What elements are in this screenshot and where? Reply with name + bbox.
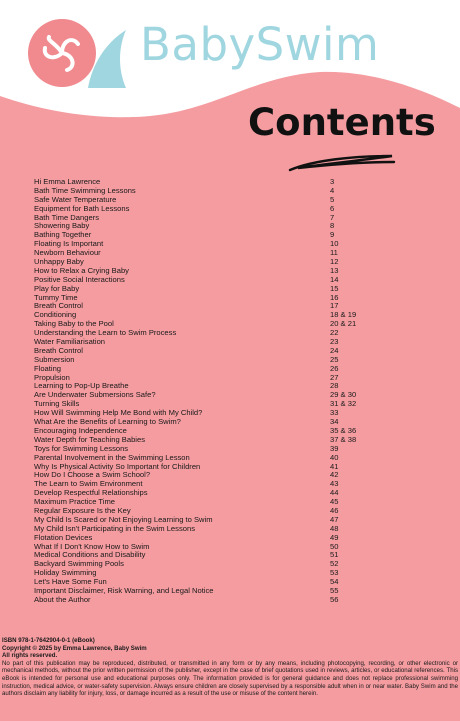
toc-entry-page: 41 [330, 461, 339, 471]
toc-entry-title: Conditioning [34, 310, 77, 320]
page-title: Contents [248, 101, 436, 144]
toc-entry-page: 45 [330, 497, 339, 507]
toc-entry-title: Bath Time Dangers [34, 212, 99, 222]
toc-entry-title: Water Depth for Teaching Babies [34, 434, 146, 444]
toc-entry-page: 27 [330, 372, 339, 382]
toc-entry-page: 12 [330, 257, 339, 267]
toc-entry-page: 5 [330, 194, 335, 204]
toc-entry-page: 18 & 19 [330, 310, 357, 320]
toc-entry-page: 51 [330, 550, 339, 560]
toc-entry-title: Bath Time Swimming Lessons [34, 185, 136, 195]
toc-entry-title: The Learn to Swim Environment [34, 479, 143, 489]
toc-entry-title: My Child Isn't Participating in the Swim Lessons [34, 523, 195, 533]
toc-entry-page: 28 [330, 381, 339, 391]
toc-entry-page: 3 [330, 177, 335, 186]
toc-entry[interactable] [34, 276, 374, 285]
toc-entry[interactable] [34, 294, 374, 303]
toc-entry-title: Turning Skills [34, 399, 80, 409]
toc-entry-page: 26 [330, 363, 339, 373]
toc-entry-title: Parental Involvement in the Swimming Lesson [34, 452, 190, 462]
toc-entry-title: Submersion [34, 354, 75, 364]
toc-entry-page: 52 [330, 559, 339, 569]
toc-entry-page: 7 [330, 212, 335, 222]
toc-entry-page: 20 & 21 [330, 319, 357, 329]
toc-entry-page: 29 & 30 [330, 390, 357, 400]
brand-wordmark: BabySwim [140, 18, 380, 71]
toc-entry-page: 50 [330, 541, 339, 551]
toc-entry[interactable] [34, 285, 374, 294]
toc-entry[interactable] [34, 365, 374, 374]
toc-entry-title: Maximum Practice Time [34, 497, 116, 507]
toc-entry-page: 31 & 32 [330, 399, 357, 409]
toc-entry-title: Why Is Physical Activity So Important for Children [34, 461, 201, 471]
toc-entry-page: 44 [330, 488, 339, 498]
toc-entry-title: Understanding the Learn to Swim Process [34, 328, 177, 338]
toc-entry-title: Holiday Swimming [34, 568, 97, 578]
toc-entry[interactable] [34, 302, 374, 311]
toc-entry-title: Taking Baby to the Pool [34, 319, 114, 329]
toc-entry-page: 6 [330, 203, 335, 213]
toc-entry-title: Encouraging Independence [34, 425, 127, 435]
toc-entry-title: Let's Have Some Fun [34, 577, 107, 587]
toc-entry-title: About the Author [34, 594, 91, 604]
toc-entry-title: How Will Swimming Help Me Bond with My Child? [34, 408, 203, 418]
toc-entry[interactable] [34, 347, 374, 356]
toc-entry-title: Develop Respectful Relationships [34, 488, 148, 498]
legal-notice: No part of this publication may be reproduced, distributed, or transmitted in any form or by any means, including photocopying, recording, or other electronic or mechanical methods, without the prior written permission of the publisher, except in the case of brief quotations used in reviews, articles, or educational references. This eBook is intended for personal use and educational purposes only. The information provided is for general guidance and does not replace professional swimming instruction, medical advice, or water-safety supervision. Always ensure children are closely supervised by a responsible adult when in or near water. Baby Swim and the authors disclaim any liability for injury, loss, or damage incurred as a result of the use or misuse of the content herein. [2, 659, 458, 698]
toc-entry-page: 11 [330, 248, 338, 258]
isbn-line: ISBN 978-1-7642904-0-1 (eBook) [2, 637, 95, 644]
toc-entry-page: 42 [330, 470, 339, 480]
toc-entry-title: Medical Conditions and Disability [34, 550, 146, 560]
toc-entry-title: Bathing Together [34, 230, 92, 240]
toc-entry-page: 24 [330, 345, 339, 355]
toc-entry-page: 25 [330, 354, 339, 364]
toc-entry-page: 4 [330, 185, 335, 195]
toc-entry[interactable] [34, 249, 374, 258]
toc-entry-page: 14 [330, 274, 339, 284]
toc-entry-title: Toys for Swimming Lessons [34, 443, 129, 453]
toc-entry-title: Equipment for Bath Lessons [34, 203, 130, 213]
toc-entry-title: Are Underwater Submersions Safe? [34, 390, 156, 400]
toc-entry-title: Floating Is Important [34, 239, 104, 249]
toc-entry-title: Water Familiarisation [34, 337, 106, 347]
toc-entry-title: Backyard Swimming Pools [34, 559, 124, 569]
toc-entry-page: 15 [330, 283, 339, 293]
table-of-contents [34, 178, 374, 605]
toc-entry-title: Safe Water Temperature [34, 194, 117, 204]
toc-entry-title: Important Disclaimer, Risk Warning, and Legal Notice [34, 585, 214, 595]
toc-entry-title: Tummy Time [34, 292, 78, 302]
toc-entry-title: Breath Control [34, 301, 83, 311]
toc-entry-title: How Do I Choose a Swim School? [34, 470, 151, 480]
title-underline-scribble [284, 152, 400, 174]
toc-entry[interactable] [34, 596, 374, 605]
toc-entry-title: My Child Is Scared or Not Enjoying Learning to Swim [34, 514, 213, 524]
toc-entry-page: 49 [330, 532, 339, 542]
toc-entry-title: What If I Don't Know How to Swim [34, 541, 150, 551]
toc-entry-page: 46 [330, 505, 339, 515]
toc-entry-page: 35 & 36 [330, 425, 357, 435]
toc-entry-title: What Are the Benefits of Learning to Swim? [34, 417, 181, 427]
toc-entry-page: 54 [330, 577, 339, 587]
rights-line: All rights reserved. [2, 652, 58, 660]
toc-entry-page: 34 [330, 417, 339, 427]
toc-entry-title: Learning to Pop-Up Breathe [34, 381, 129, 391]
toc-entry-page: 16 [330, 292, 339, 302]
toc-entry-title: Newborn Behaviour [34, 248, 101, 258]
toc-entry-title: Unhappy Baby [34, 257, 84, 267]
toc-entry-page: 8 [330, 221, 335, 231]
toc-entry-page: 47 [330, 514, 339, 524]
toc-entry-title: Showering Baby [34, 221, 90, 231]
toc-entry-page: 39 [330, 443, 339, 453]
toc-entry-title: Propulsion [34, 372, 70, 382]
toc-entry-title: Play for Baby [34, 283, 80, 293]
toc-entry-page: 55 [330, 585, 339, 595]
copyright-line: Copyright © 2025 by Emma Lawrence, Baby Swim [2, 644, 147, 652]
toc-entry-title: Breath Control [34, 345, 83, 355]
toc-entry-page: 13 [330, 265, 339, 275]
toc-entry-page: 53 [330, 568, 339, 578]
copyright-footer [2, 637, 458, 698]
toc-entry-title: Regular Exposure Is the Key [34, 505, 131, 515]
toc-entry-page: 17 [330, 301, 339, 311]
toc-entry-title: How to Relax a Crying Baby [34, 265, 129, 275]
toc-entry[interactable] [34, 338, 374, 347]
toc-entry-title: Positive Social Interactions [34, 274, 125, 284]
swirl-and-fin-logo [26, 14, 130, 92]
toc-entry-page: 40 [330, 452, 339, 462]
toc-entry-page: 48 [330, 523, 339, 533]
toc-entry-page: 23 [330, 337, 339, 347]
toc-entry-page: 56 [330, 594, 339, 604]
toc-entry-title: Flotation Devices [34, 532, 93, 542]
toc-entry-title: Hi Emma Lawrence [34, 177, 101, 186]
toc-entry-page: 43 [330, 479, 339, 489]
toc-entry-title: Floating [34, 363, 62, 373]
toc-entry-page: 10 [330, 239, 339, 249]
toc-entry-page: 33 [330, 408, 339, 418]
toc-entry[interactable] [34, 391, 374, 400]
toc-entry[interactable] [34, 356, 374, 365]
toc-entry-page: 9 [330, 230, 335, 240]
toc-entry-page: 37 & 38 [330, 434, 357, 444]
toc-entry-page: 22 [330, 328, 339, 338]
